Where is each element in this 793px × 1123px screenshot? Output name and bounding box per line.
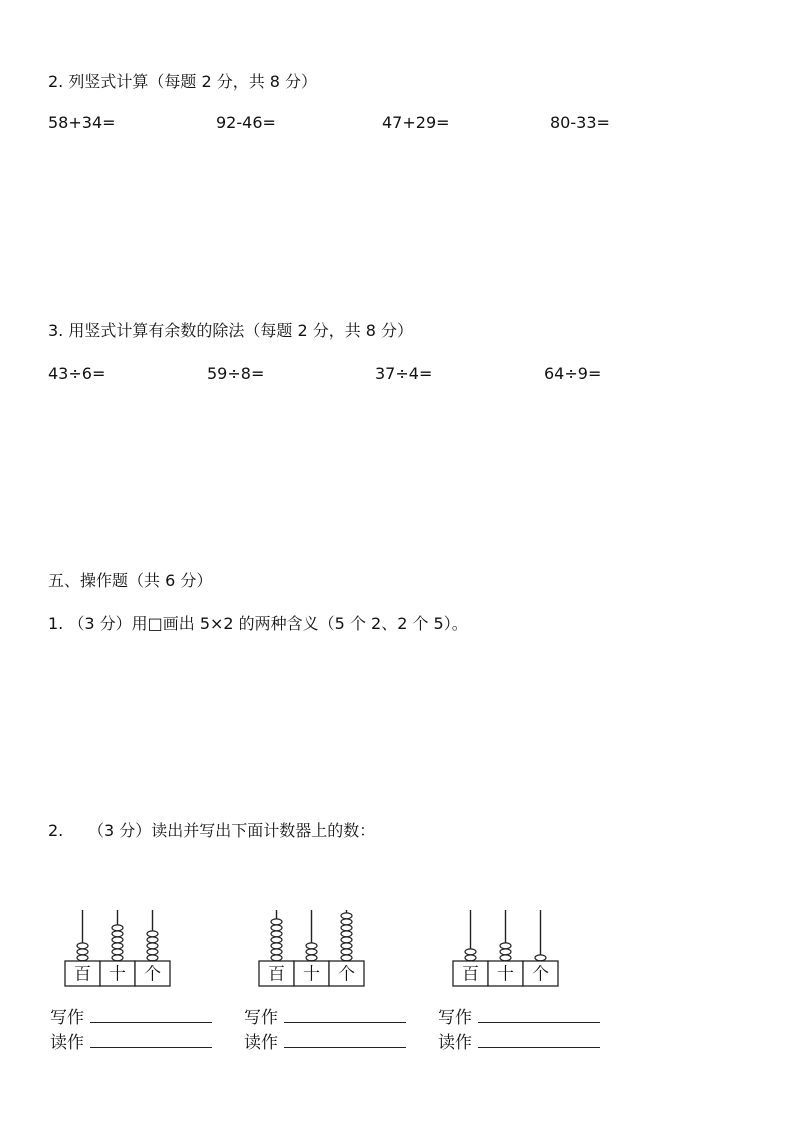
abacus-bead-hundreds [271,931,282,937]
problem-1: 58+34= [48,113,116,132]
division-4: 64÷9= [544,364,602,383]
abacus-bead-ones [341,943,352,949]
abacus-bead-tens [112,943,123,949]
problem-2: 92-46= [216,113,276,132]
operation-question-2-number: 2. [48,821,64,840]
abacus-bead-ones [535,955,546,961]
abacus-counter-1 [63,908,173,988]
abacus-drawing-3 [451,908,561,988]
abacus-counter-3 [451,908,561,988]
read-field-2[interactable] [244,1032,406,1054]
abacus-label-ones: 个 [144,964,161,985]
abacus-bead-hundreds [271,955,282,961]
abacus-bead-tens [500,943,511,949]
abacus-bead-ones [341,955,352,961]
abacus-counter-2 [257,908,367,988]
abacus-bead-tens [112,937,123,943]
read-blank[interactable] [284,1033,406,1048]
abacus-bead-tens [306,955,317,961]
abacus-bead-ones [341,925,352,931]
read-field-1[interactable] [50,1032,212,1054]
abacus-bead-hundreds [271,943,282,949]
abacus-bead-ones [147,931,158,937]
abacus-bead-tens [306,943,317,949]
division-2: 59÷8= [207,364,265,383]
read-blank[interactable] [478,1033,600,1048]
problem-3: 47+29= [382,113,450,132]
abacus-bead-ones [341,919,352,925]
abacus-bead-tens [112,931,123,937]
abacus-bead-hundreds [465,949,476,955]
abacus-label-hundreds: 百 [462,964,479,985]
operation-question-1: 1. （3 分）用□画出 5×2 的两种含义（5 个 2、2 个 5）。 [48,614,468,633]
abacus-bead-ones [147,937,158,943]
abacus-bead-ones [341,937,352,943]
abacus-bead-tens [306,949,317,955]
write-blank[interactable] [284,1008,406,1023]
abacus-bead-tens [112,925,123,931]
section2-title: 2. 列竖式计算（每题 2 分，共 8 分） [48,72,318,91]
read-label: 读作 [438,1033,472,1053]
abacus-bead-hundreds [271,949,282,955]
abacus-bead-tens [112,955,123,961]
abacus-label-tens: 十 [109,964,126,985]
abacus-bead-tens [500,949,511,955]
division-3: 37÷4= [375,364,433,383]
abacus-label-ones: 个 [532,964,549,985]
read-label: 读作 [244,1033,278,1053]
abacus-label-hundreds: 百 [268,964,285,985]
section3-title: 3. 用竖式计算有余数的除法（每题 2 分，共 8 分） [48,321,414,340]
abacus-bead-tens [500,955,511,961]
write-field-1[interactable] [50,1007,212,1029]
read-label: 读作 [50,1033,84,1053]
abacus-label-tens: 十 [497,964,514,985]
division-1: 43÷6= [48,364,106,383]
abacus-bead-hundreds [271,919,282,925]
write-label: 写作 [50,1008,84,1028]
abacus-bead-ones [341,931,352,937]
abacus-label-tens: 十 [303,964,320,985]
abacus-drawing-1 [63,908,173,988]
abacus-bead-hundreds [77,949,88,955]
abacus-bead-ones [147,943,158,949]
write-field-3[interactable] [438,1007,600,1029]
operation-question-2: （3 分）读出并写出下面计数器上的数： [88,821,376,840]
abacus-bead-tens [112,949,123,955]
section5-heading: 五、操作题（共 6 分） [48,571,213,590]
write-field-2[interactable] [244,1007,406,1029]
abacus-bead-hundreds [465,955,476,961]
abacus-bead-hundreds [77,943,88,949]
abacus-label-ones: 个 [338,964,355,985]
write-blank[interactable] [478,1008,600,1023]
abacus-bead-ones [341,913,352,919]
write-label: 写作 [438,1008,472,1028]
abacus-label-hundreds: 百 [74,964,91,985]
read-blank[interactable] [90,1033,212,1048]
abacus-bead-hundreds [271,925,282,931]
abacus-bead-ones [147,949,158,955]
abacus-drawing-2 [257,908,367,988]
write-blank[interactable] [90,1008,212,1023]
abacus-bead-ones [341,949,352,955]
abacus-bead-ones [147,955,158,961]
problem-4: 80-33= [550,113,610,132]
abacus-bead-hundreds [77,955,88,961]
write-label: 写作 [244,1008,278,1028]
abacus-bead-hundreds [271,937,282,943]
read-field-3[interactable] [438,1032,600,1054]
